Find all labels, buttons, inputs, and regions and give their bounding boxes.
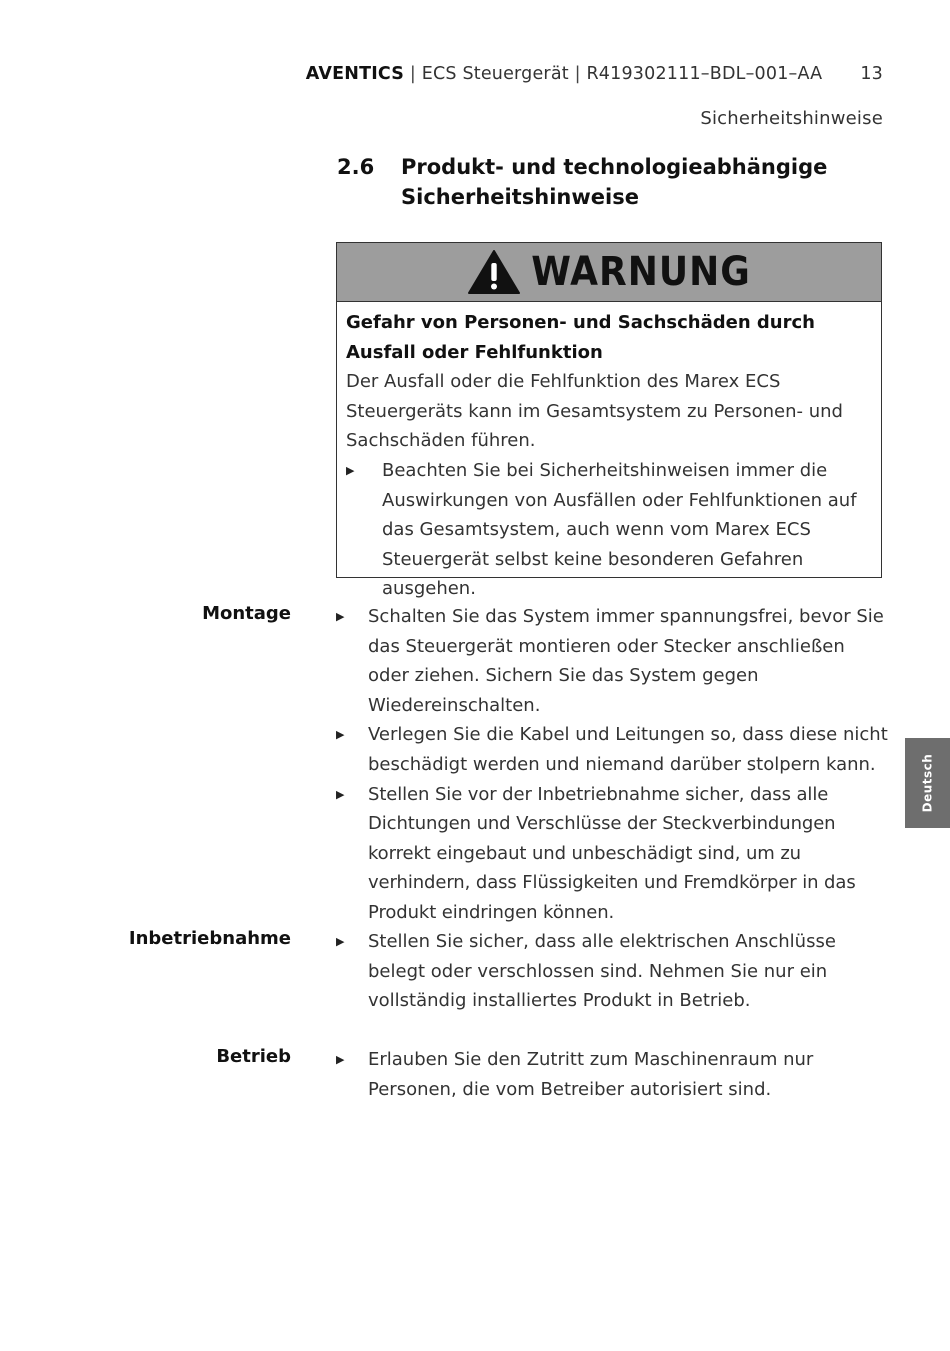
list-item-text: Stellen Sie vor der Inbetriebnahme sicher, dass alle Dichtungen und Verschlüsse der Steckverbindungen korrekt eingebaut und unbeschädigt sind, um zu verhindern, dass Flüssigkeiten und Fremdkörper in das Produkt eindringen können. <box>368 783 856 923</box>
margin-label-inbetriebnahme: Inbetriebnahme <box>128 928 291 949</box>
list-item <box>336 1045 888 1104</box>
section-running-title: Sicherheitshinweise <box>700 108 883 129</box>
margin-label-montage: Montage <box>202 603 291 624</box>
running-header <box>306 64 883 84</box>
warning-header <box>337 243 881 302</box>
bullet-arrow-icon: ▶ <box>336 728 345 742</box>
bullet-arrow-icon: ▶ <box>336 1053 345 1066</box>
header-separator: | <box>404 64 422 84</box>
warning-bullet <box>346 456 871 604</box>
warning-body <box>337 302 881 604</box>
warning-text: Der Ausfall oder die Fehlfunktion des Marex ECS Steuergeräts kann im Gesamtsystem zu Personen- und Sachschäden führen. <box>346 371 843 452</box>
warning-title: Gefahr von Personen- und Sachschäden durch Ausfall oder Fehlfunktion <box>346 312 815 363</box>
page-number: 13 <box>860 64 883 84</box>
betrieb-list <box>336 1045 888 1104</box>
brand-name: AVENTICS <box>305 64 405 84</box>
list-item <box>336 780 888 928</box>
list-item-text: Erlauben Sie den Zutritt zum Maschinenraum nur Personen, die vom Betreiber autorisiert sind. <box>368 1049 814 1100</box>
warning-bullet-text: Beachten Sie bei Sicherheitshinweisen immer die Auswirkungen von Ausfällen oder Fehlfunktionen auf das Gesamtsystem, auch wenn vom Marex ECS Steuergerät selbst keine besonderen Gefahren ausgehen. <box>382 459 857 600</box>
list-item-text: Schalten Sie das System immer spannungsfrei, bevor Sie das Steuergerät montieren oder Stecker anschließen oder ziehen. Sichern Sie das System gegen Wiedereinschalten. <box>368 606 884 716</box>
language-tab <box>905 738 950 828</box>
bullet-arrow-icon: ▶ <box>336 610 345 623</box>
language-tab-label: Deutsch <box>920 753 935 813</box>
bullet-arrow-icon: ▶ <box>336 787 345 801</box>
section-number: 2.6 <box>337 155 375 179</box>
list-item <box>336 927 888 1016</box>
margin-label-betrieb: Betrieb <box>216 1046 291 1067</box>
inbetriebnahme-list <box>336 927 888 1016</box>
warning-box <box>336 242 882 600</box>
product-name: ECS Steuergerät <box>421 64 569 84</box>
warning-label: WARNUNG <box>531 249 751 295</box>
list-item-text: Stellen Sie sicher, dass alle elektrischen Anschlüsse belegt oder verschlossen sind. Nehmen Sie nur ein vollständig installiertes Produkt in Betrieb. <box>368 931 836 1012</box>
document-number: R419302111–BDL–001–AA <box>586 64 823 84</box>
list-item <box>336 602 888 720</box>
list-item-text: Verlegen Sie die Kabel und Leitungen so, dass diese nicht beschädigt werden und niemand darüber stolpern kann. <box>368 724 888 775</box>
bullet-arrow-icon: ▶ <box>336 935 345 948</box>
list-item <box>336 720 888 779</box>
bullet-arrow-icon: ▶ <box>346 463 355 477</box>
montage-list <box>336 602 888 928</box>
warning-triangle-icon <box>467 249 521 295</box>
header-separator: | <box>568 64 587 84</box>
section-title: Produkt- und technologieabhängige Sicherheitshinweise <box>401 155 828 209</box>
